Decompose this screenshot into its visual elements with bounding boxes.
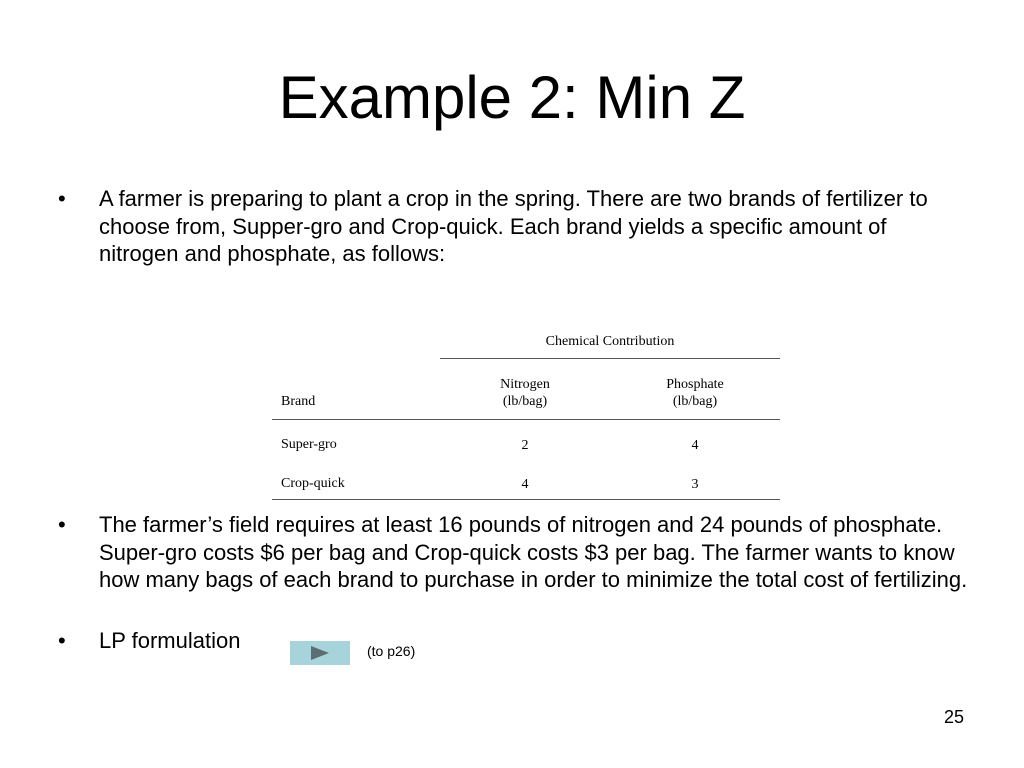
nav-note: (to p26): [367, 643, 416, 659]
column-header-line: Nitrogen: [500, 377, 550, 392]
page-number: 25: [943, 707, 964, 727]
table-rule: [440, 358, 780, 359]
table-rule: [272, 499, 780, 500]
table-rule: [272, 419, 780, 420]
table-cell-nitrogen: 2: [521, 438, 529, 453]
column-header-line: Phosphate: [666, 377, 724, 392]
table-cell-phosphate: 4: [691, 438, 699, 453]
table-cell-brand: Crop-quick: [281, 476, 345, 491]
bullet-marker: •: [58, 628, 66, 653]
column-header-nitrogen: [470, 376, 580, 410]
bullet-text: A farmer is preparing to plant a crop in the spring. There are two brands of fertilizer to choose from, Supper-gro and Crop-quick. Each brand yields a specific amount of nitrogen and phosphate, as follows:: [99, 186, 928, 266]
next-slide-button[interactable]: [290, 641, 350, 665]
play-arrow-icon: [310, 645, 330, 661]
column-header-brand: Brand: [281, 394, 316, 409]
column-header-unit: (lb/bag): [672, 394, 718, 409]
table-group-header: Chemical Contribution: [545, 334, 675, 349]
column-header-unit: (lb/bag): [502, 394, 548, 409]
bullet-marker: •: [58, 512, 66, 537]
bullet-text: The farmer’s field requires at least 16 pounds of nitrogen and 24 pounds of phosphate. Super-gro costs $6 per bag and Crop-quick costs $3 per bag. The farmer wants to know how many bags of each brand to purchase in order to minimize the total cost of fertilizing.: [99, 512, 968, 592]
bullet-marker: •: [58, 186, 66, 211]
table-cell-phosphate: 3: [691, 477, 699, 492]
column-header-phosphate: [640, 376, 750, 410]
fertilizer-table: [272, 325, 780, 505]
slide-title: Example 2: Min Z: [278, 64, 746, 131]
table-cell-nitrogen: 4: [521, 477, 529, 492]
bullet-text: LP formulation: [99, 628, 241, 653]
table-cell-brand: Super-gro: [281, 437, 337, 452]
